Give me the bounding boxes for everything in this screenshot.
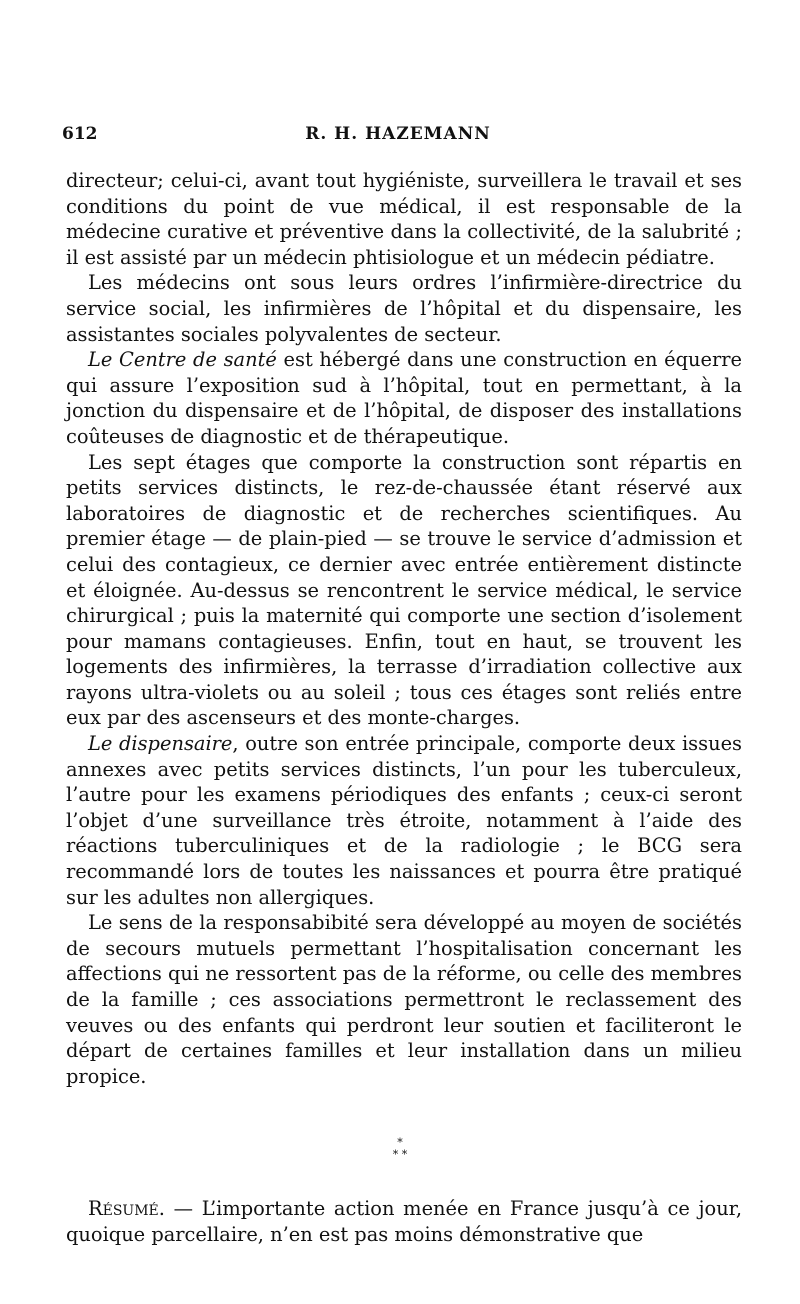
paragraph-lead: Le dispensaire: [88, 732, 233, 756]
page-number: 612: [62, 124, 98, 144]
paragraph: [66, 347, 742, 449]
summary-label: Résumé.: [88, 1197, 165, 1220]
running-head: R. H. HAZEMANN: [305, 124, 491, 144]
paragraph: [66, 168, 742, 270]
body-text: [66, 168, 742, 1089]
paragraph-text: directeur; celui-ci, avant tout hygiéniste, surveillera le travail et ses conditions du point de vue médical, il est responsable de la médecine curative et préventive dans la collectivité, de la salubrité ; il est assisté par un médecin phtisiologue et un médecin pédiatre.: [66, 169, 742, 269]
summary-text: — L’importante action menée en France jusqu’à ce jour, quoique parcellaire, n’en est pas moins démonstrative que: [66, 1197, 742, 1246]
paragraph-text: , outre son entrée principale, comporte deux issues annexes avec petits services distincts, l’un pour les tuberculeux, l’autre pour les examens périodiques des enfants ; ceux-ci seront l’objet d’une surveillance très étroite, notamment à l’aide des réactions tuberculiniques et de la radiologie ; le BCG sera recommandé lors de toutes les naissances et pourra être pratiqué sur les adultes non allergiques.: [66, 732, 742, 909]
paragraph-text: Le sens de la responsabibité sera développé au moyen de sociétés de secours mutuels permettant l’hospitalisation concernant les affections qui ne ressortent pas de la réforme, ou celle des membres de la famille ; ces associations permettront le reclassement des veuves ou des enfants qui perdront leur soutien et faciliteront le départ de certaines familles et leur installation dans un milieu propice.: [66, 911, 742, 1088]
separator-stars: * *: [392, 1148, 408, 1161]
separator-star: *: [397, 1136, 403, 1149]
paragraph: [66, 270, 742, 347]
paragraph: [66, 910, 742, 1089]
page-header: [62, 124, 734, 154]
paragraph: [66, 450, 742, 732]
paragraph-lead: Le Centre de santé: [88, 348, 277, 372]
summary-paragraph: [66, 1196, 742, 1248]
paragraph: [66, 731, 742, 910]
paragraph-text: Les médecins ont sous leurs ordres l’infirmière-directrice du service social, les infirmières de l’hôpital et du dispensaire, les assistantes sociales polyvalentes de secteur.: [66, 271, 742, 346]
section-separator: [370, 1137, 430, 1177]
summary: [66, 1196, 742, 1248]
paragraph-text: Les sept étages que comporte la construction sont répartis en petits services distincts, le rez-de-chaussée étant réservé aux laboratoires de diagnostic et de recherches scientifiques. Au premier étage — de plain-pied — se trouve le service d’admission et celui des contagieux, ce dernier avec entrée entièrement distincte et éloignée. Au-dessus se rencontrent le service médical, le service chirurgical ; puis la maternité qui comporte une section d’isolement pour mamans contagieuses. Enfin, tout en haut, se trouvent les logements des infirmières, la terrasse d’irradiation collective aux rayons ultra-violets ou au soleil ; tous ces étages sont reliés entre eux par des ascenseurs et des monte-charges.: [66, 450, 742, 730]
paragraph-text: est hébergé dans une construction en équerre qui assure l’exposition sud à l’hôpital, tout en permettant, à la jonction du dispensaire et de l’hôpital, de disposer des installations coûteuses de diagnostic et de thérapeutique.: [66, 348, 742, 448]
